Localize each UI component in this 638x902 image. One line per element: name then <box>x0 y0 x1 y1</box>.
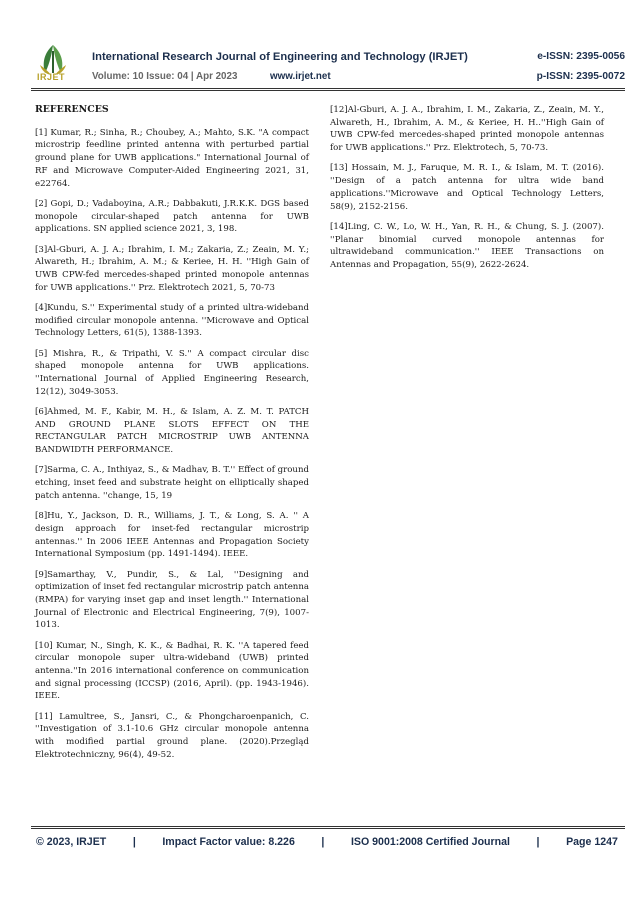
p-issn: p-ISSN: 2395-0072 <box>536 71 625 82</box>
reference-item: [6]Ahmed, M. F., Kabir, M. H., & Islam, A. Z. M. T. PATCH AND GROUND PLANE SLOTS EFFECT ON THE RECTANGULAR PATCH MICROSTRIP UWB ANTENNA BANDWIDTH PERFORMANCE. <box>35 407 309 456</box>
reference-item: [8]Hu, Y., Jackson, D. R., Williams, J. T., & Long, S. A. '' A design approach for inset-fed rectangular microstrip antennas.'' In 2006 IEEE Antennas and Propagation Society International Symposium (pp. 1491-1494). IEEE. <box>35 511 309 560</box>
footer-iso: ISO 9001:2008 Certified Journal <box>350 836 510 848</box>
footer-separator: | <box>132 836 136 848</box>
reference-item: [5] Mishra, R., & Tripathi, V. S.'' A compact circular disc shaped monopole antenna for UWB applications. ''International Journal of Applied Engineering Research, 12(12), 3049-3053. <box>35 348 309 397</box>
footer-impact-factor: Impact Factor value: 8.226 <box>162 836 295 848</box>
volume-issue: Volume: 10 Issue: 04 | Apr 2023 <box>92 71 238 82</box>
e-issn: e-ISSN: 2395-0056 <box>537 51 625 62</box>
footer-copyright: © 2023, IRJET <box>36 836 107 848</box>
left-column <box>35 104 309 769</box>
footer-divider <box>31 826 625 829</box>
reference-item: [1] Kumar, R.; Sinha, R.; Choubey, A.; Mahto, S.K. "A compact microstrip feedline printed antenna with perturbed partial ground plane for UWB applications." International Journal of RF and Microwave Computer-Aided Engineering 2021, 31, e22764. <box>35 127 309 189</box>
website-link[interactable]: www.irjet.net <box>270 71 331 82</box>
header-divider <box>31 88 625 91</box>
right-column <box>330 104 604 279</box>
reference-item: [9]Samarthay, V., Pundir, S., & Lal, ''Designing and optimization of inset fed rectangular microstrip patch antenna (RMPA) for varying inset gap and inset length.'' International Journal of Electronic and Electrical Engineering, 7(9), 1007-1013. <box>35 569 309 631</box>
reference-item: [13] Hossain, M. J., Faruque, M. R. I., & Islam, M. T. (2016). ''Design of a patch antenna for ultra wide band applications.''Microwave and Optical Technology Letters, 58(9), 2152-2156. <box>330 163 604 212</box>
references-heading: REFERENCES <box>35 104 109 115</box>
footer-page-number: Page 1247 <box>566 836 618 848</box>
page-header <box>0 0 638 92</box>
reference-item: [12]Al-Gburi, A. J. A., Ibrahim, I. M., Zakaria, Z., Zeain, M. Y., Alwareth, H., Ibrahim, A. M., & Keriee, H. H..''High Gain of UWB CPW-fed mercedes-shaped printed monopole antennas for UWB applications.'' Prz. Elektrotech, 5, 70-73. <box>330 105 604 154</box>
reference-item: [2] Gopi, D.; Vadaboyina, A.R.; Dabbakuti, J.R.K.K. DGS based monopole circular-shaped patch antenna for UWB applications. SN applied science 2021, 3, 198. <box>35 198 309 235</box>
reference-item: [7]Sarma, C. A., Inthiyaz, S., & Madhav, B. T.'' Effect of ground etching, inset feed and substrate height on elliptically shaped patch antenna. ''change, 15, 19 <box>35 465 309 501</box>
footer-separator: | <box>321 836 325 848</box>
reference-item: [3]Al-Gburi, A. J. A.; Ibrahim, I. M.; Zakaria, Z.; Zeain, M. Y.; Alwareth, H.; Ibrahim, A. M.; & Keriee, H. H. ''High Gain of UWB CPW-fed mercedes-shaped printed monopole antennas for UWB applications.'' Prz. Elektrotech 2021, 5, 70-73 <box>35 244 309 293</box>
reference-item: [10] Kumar, N., Singh, K. K., & Badhai, R. K. ''A tapered feed circular monopole super ultra-wideband (UWB) printed antenna.''In 2016 international conference on communication and signal processing (ICCSP) (2016, April). (pp. 1943-1946). IEEE. <box>35 640 309 702</box>
logo-text: IRJET <box>37 72 66 82</box>
page-footer <box>36 836 618 848</box>
reference-item: [4]Kundu, S.'' Experimental study of a printed ultra-wideband modified circular monopole antenna. ''Microwave and Optical Technology Letters, 61(5), 1388-1393. <box>35 302 309 339</box>
journal-title: International Research Journal of Engineering and Technology (IRJET) <box>92 51 468 63</box>
reference-item: [14]Ling, C. W., Lo, W. H., Yan, R. H., & Chung, S. J. (2007). ''Planar binomial curved monopole antennas for ultrawideband communication.'' IEEE Transactions on Antennas and Propagation, 55(9), 2622-2624. <box>330 221 604 270</box>
reference-item: [11] Lamultree, S., Jansri, C., & Phongcharoenpanich, C. ''Investigation of 3.1-10.6 GHz circular monopole antenna with modified partial ground plane. (2020).Przegląd Elektrotechniczny, 96(4), 49-52. <box>35 711 309 760</box>
footer-separator: | <box>536 836 540 848</box>
